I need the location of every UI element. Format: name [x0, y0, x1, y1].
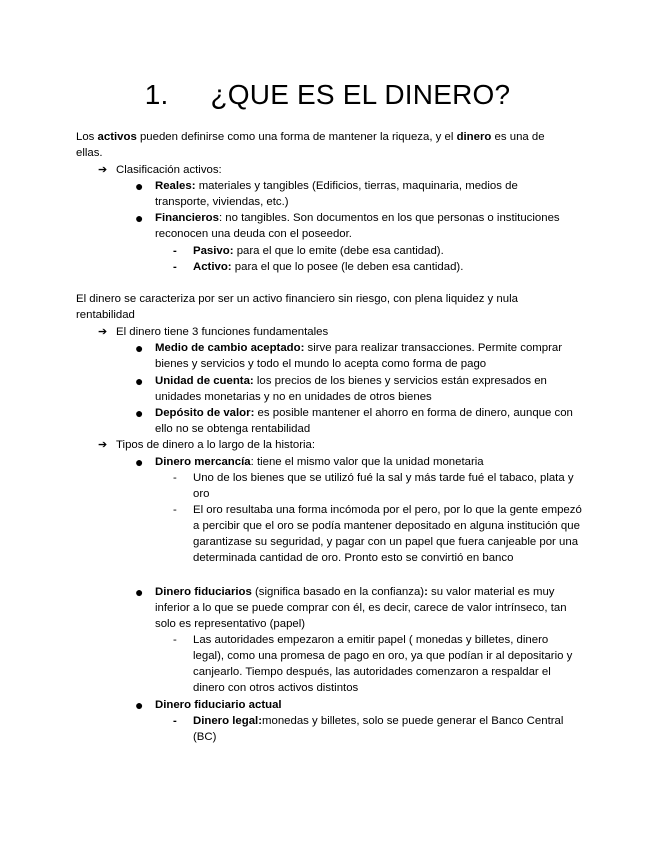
- bullet-dinero-mercancia: ● Dinero mercancía: tiene el mismo valor que la unidad monetaria: [135, 454, 484, 470]
- page-title: [0, 78, 655, 112]
- list-item-funciones: ➔ El dinero tiene 3 funciones fundamentales: [98, 326, 329, 338]
- dash-activo: - Activo: para el que lo posee (le deben esa cantidad).: [173, 261, 464, 273]
- arrow-icon: ➔: [98, 326, 108, 338]
- bullet-icon: ●: [135, 373, 144, 389]
- dash-mercancia-2: - El oro resultaba una forma incómoda por el pero, por lo que la gente empezó a percibir que el oro se podía mantener depositado en alguna institución que garantizase su seguridad, y pagar con un papel que fuera canjeable por una determinada cantidad de oro. Pronto esto se convirtió en banco: [173, 504, 582, 564]
- arrow-icon: ➔: [98, 439, 108, 451]
- bullet-deposito-valor: ● Depósito de valor: es posible mantener el ahorro en forma de dinero, aunque con ello no se obtenga rentabilidad: [135, 405, 573, 435]
- dash-icon: -: [173, 634, 177, 646]
- dash-icon: -: [173, 245, 177, 257]
- bullet-icon: ●: [135, 454, 144, 470]
- dinero-paragraph: El dinero se caracteriza por ser un activo financiero sin riesgo, con plena liquidez y nula rentabilidad: [76, 293, 518, 321]
- dash-icon: -: [173, 261, 177, 273]
- dash-icon: -: [173, 715, 177, 727]
- list-item-tipos: ➔ Tipos de dinero a lo largo de la historia:: [98, 439, 316, 451]
- dash-icon: -: [173, 472, 177, 484]
- bullet-icon: ●: [135, 697, 144, 713]
- bullet-icon: ●: [135, 178, 144, 194]
- arrow-icon: ➔: [98, 164, 108, 176]
- dash-pasivo: - Pasivo: para el que lo emite (debe esa cantidad).: [173, 245, 444, 257]
- list-item-clasificacion: ➔ Clasificación activos:: [98, 164, 222, 176]
- title-number: 1.: [144, 79, 169, 110]
- dash-mercancia-1: - Uno de los bienes que se utilizó fué la sal y más tarde fué el tabaco, plata y oro: [173, 472, 574, 500]
- bullet-medio-cambio: ● Medio de cambio aceptado: sirve para realizar transacciones. Permite comprar bienes y servicios y todo el mundo lo acepta como forma de pago: [135, 340, 563, 370]
- bullet-icon: ●: [135, 210, 144, 226]
- bullet-icon: ●: [135, 584, 144, 600]
- bullet-icon: ●: [135, 405, 144, 421]
- dash-dinero-legal: - Dinero legal:monedas y billetes, solo se puede generar el Banco Central (BC): [173, 715, 564, 743]
- dash-icon: -: [173, 504, 177, 516]
- bullet-icon: ●: [135, 340, 144, 356]
- intro-paragraph: Los activos pueden definirse como una forma de mantener la riqueza, y el dinero es una de ellas.: [76, 131, 545, 159]
- dash-fiduciarios-1: - Las autoridades empezaron a emitir papel ( monedas y billetes, dinero legal), como una promesa de pago en oro, ya que podían ir al depositario y canjearlo. Tiempo después, las autoridades comenzaron a respaldar el dinero con otros activos distintos: [173, 634, 573, 694]
- bullet-fiduciario-actual: ● Dinero fiduciario actual: [135, 697, 282, 713]
- bullet-reales: ● Reales: materiales y tangibles (Edificios, tierras, maquinaria, medios de transporte, viviendas, etc.): [135, 178, 518, 208]
- bullet-dinero-fiduciarios: ● Dinero fiduciarios (significa basado en la confianza): su valor material es muy inferior a lo que se puede comprar con él, es decir, carece de valor intrínseco, tan solo es representativo (papel): [135, 584, 567, 630]
- term-activos: activos: [97, 131, 137, 143]
- bullet-financieros: ● Financieros: no tangibles. Son documentos en los que personas o instituciones reconocen una deuda con el poseedor.: [135, 210, 560, 240]
- term-dinero: dinero: [456, 131, 492, 143]
- bullet-unidad-cuenta: ● Unidad de cuenta: los precios de los bienes y servicios están expresados en unidades monetarias y no en unidades de otros bienes: [135, 373, 547, 403]
- title-text: ¿QUE ES EL DINERO?: [210, 79, 511, 110]
